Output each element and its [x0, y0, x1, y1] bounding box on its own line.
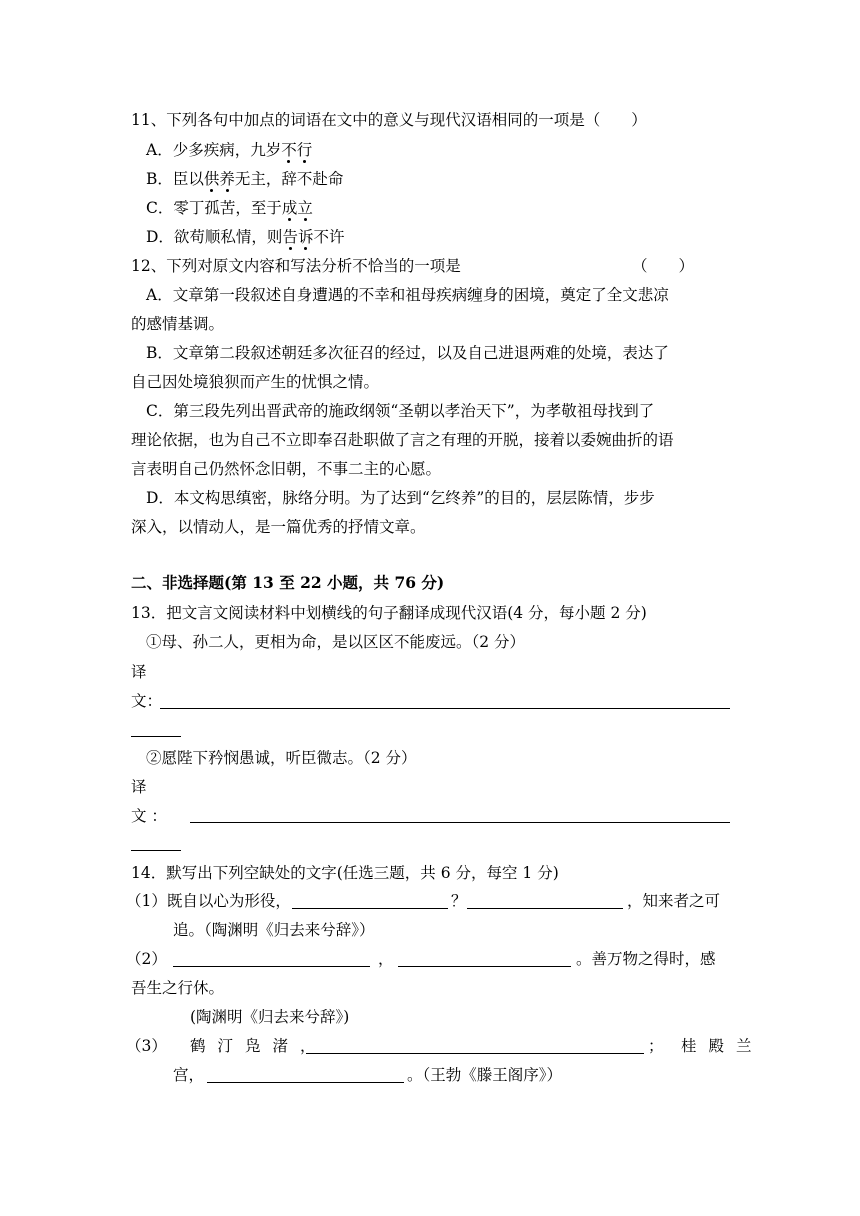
- q12-option-d-line2: 深入，以情动人，是一篇优秀的抒情文章。: [131, 518, 426, 536]
- q13-sentence-1: ①母、孙二人，更相为命，是以区区不能废远。（2 分）: [146, 633, 526, 651]
- q11-d-text: D．欲苟顺私情，则: [146, 228, 283, 246]
- q13-translation-label-2b: 文 ：: [131, 807, 167, 825]
- q11-c-dot1: 成: [281, 199, 298, 217]
- q14-item2-blank1[interactable]: [173, 966, 370, 967]
- q12-option-c-line2: 理论依据，也为自己不立即奉召赴职做了言之有理的开脱，接着以委婉曲折的语: [131, 431, 674, 449]
- q12-stem: 12、下列对原文内容和写法分析不恰当的一项是: [131, 257, 461, 275]
- q11-b-dot1: 供: [203, 170, 220, 188]
- q14-item1-blank1[interactable]: [292, 908, 448, 909]
- q14-item3-semicolon: ；: [648, 1037, 664, 1055]
- q12-option-c-line3: 言表明自己仍然怀念旧朝，不事二主的心愿。: [131, 460, 442, 478]
- q11-d-post: 不许: [313, 228, 345, 246]
- q13-translation-label-1b: 文：: [131, 692, 163, 710]
- q14-item3-blank1[interactable]: [306, 1053, 644, 1054]
- q14-item3-source: 。（王勃《滕王阁序》）: [407, 1066, 563, 1084]
- q14-item2-source: (陶渊明《归去来兮辞》): [190, 1008, 350, 1026]
- q12-option-a-line2: 的感情基调。: [131, 315, 225, 333]
- q14-item1-lead: （1）既自以心为形役，: [126, 892, 291, 910]
- q11-c-text: C．零丁孤苦，至于: [146, 199, 282, 217]
- q11-a-dot2: 行: [296, 141, 313, 159]
- q12-option-b-line1: B．文章第二段叙述朝廷多次征召的经过，以及自己进退两难的处境，表达了: [146, 344, 669, 362]
- q12-option-b-line2: 自己因处境狼狈而产生的忧惧之情。: [131, 373, 380, 391]
- q14-item2-line2: 吾生之行休。: [131, 979, 225, 997]
- q11-b-text: B．臣以: [146, 170, 204, 188]
- q11-b-dot2: 养: [219, 170, 235, 188]
- q14-item2-lead: （2）: [126, 950, 167, 968]
- q14-item3-line2-start: 宫，: [173, 1066, 205, 1084]
- q14-item2-tail: 。善万物之得时，感: [576, 950, 716, 968]
- q11-a-text: A．少多疾病，九岁: [146, 141, 282, 159]
- q14-item1-tail: ，知来者之可: [627, 892, 721, 910]
- q14-item1-blank2[interactable]: [467, 908, 623, 909]
- q11-d-dot1: 告: [282, 228, 298, 246]
- q13-answer-line-1[interactable]: [160, 708, 730, 709]
- q14-item3-lead: （3）: [126, 1037, 167, 1055]
- q11-option-c: [146, 198, 313, 218]
- q13-answer-line-2[interactable]: [190, 822, 730, 823]
- q11-option-a: [146, 140, 312, 160]
- q11-option-b: [146, 169, 343, 189]
- q12-option-a-line1: A．文章第一段叙述自身遭遇的不幸和祖母疾病缠身的困境，奠定了全文悲凉: [146, 286, 669, 304]
- q11-c-dot2: 立: [297, 199, 313, 217]
- q14-item2-blank2[interactable]: [398, 966, 571, 967]
- q11-d-dot2: 诉: [297, 228, 314, 246]
- q13-translation-label-1a: 译: [131, 663, 147, 681]
- q13-answer-line-2-cont[interactable]: [131, 850, 181, 851]
- q14-item2-comma: ，: [378, 950, 394, 968]
- q11-b-post: 无主，辞不赴命: [234, 170, 344, 188]
- q14-item1-line2: 追。（陶渊明《归去来兮辞》）: [173, 921, 375, 939]
- q14-item3-blank2[interactable]: [207, 1082, 404, 1083]
- q14-item3-tail: 桂殿兰: [681, 1037, 764, 1055]
- q11-stem: 11、下列各句中加点的词语在文中的意义与现代汉语相同的一项是（ ）: [131, 111, 647, 129]
- q12-option-d-line1: D．本文构思缜密，脉络分明。为了达到“乞终养”的目的，层层陈情，步步: [146, 489, 655, 507]
- q14-stem: 14．默写出下列空缺处的文字(任选三题，共 6 分，每空 1 分): [131, 864, 559, 882]
- q12-option-c-line1: C．第三段先列出晋武帝的施政纲领“圣朝以孝治天下”，为孝敬祖母找到了: [146, 402, 655, 420]
- section-heading-part2: 二、非选择题(第 13 至 22 小题，共 76 分): [131, 573, 445, 592]
- q11-a-dot1: 不: [281, 141, 297, 159]
- q11-option-d: [146, 227, 344, 247]
- q14-item3-text: 鹤汀凫渚，: [190, 1037, 328, 1055]
- q12-answer-paren: （ ）: [632, 257, 695, 275]
- q13-stem: 13．把文言文阅读材料中划横线的句子翻译成现代汉语(4 分，每小题 2 分): [131, 604, 647, 622]
- q13-translation-label-2a: 译: [131, 778, 147, 796]
- q14-item1-question-mark: ？: [451, 892, 467, 910]
- q13-sentence-2: ②愿陛下矜悯愚诚，听臣微志。（2 分）: [146, 749, 417, 767]
- q13-answer-line-1-cont[interactable]: [131, 736, 181, 737]
